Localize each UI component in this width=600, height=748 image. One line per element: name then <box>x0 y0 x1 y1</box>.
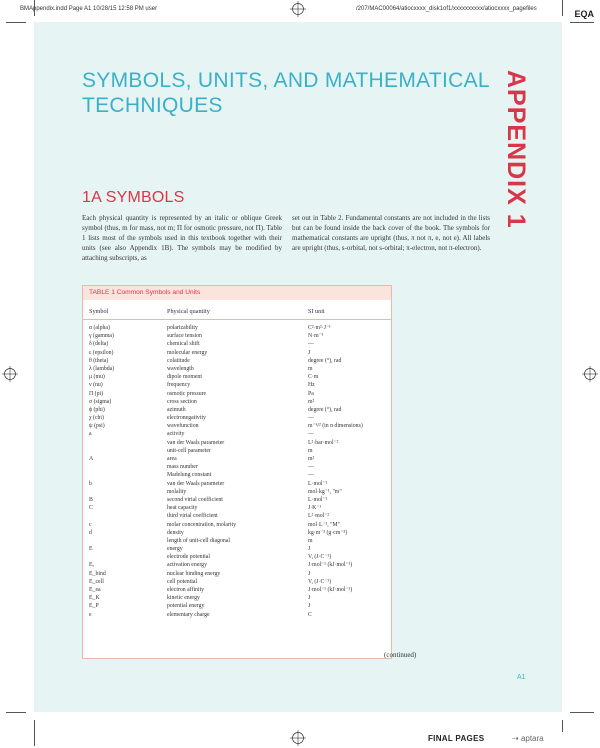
cell-symbol: C <box>89 505 93 512</box>
cell-quantity: elementary charge <box>167 611 210 618</box>
table-row <box>83 414 391 422</box>
cell-symbol: A <box>89 456 94 462</box>
table-row <box>83 463 391 471</box>
cell-quantity: kinetic energy <box>167 595 200 602</box>
cell-unit: J <box>308 570 311 577</box>
cell-unit: N·m⁻¹ <box>308 333 324 340</box>
print-slug-right: /207/MAC00064/atiocxxxx_disk1of1/xxxxxxxxxx/atiocxxxx_pagefiles <box>356 6 537 12</box>
cell-quantity: molecular energy <box>167 349 208 356</box>
table-row <box>83 365 391 373</box>
cell-unit: J <box>308 603 311 610</box>
cell-quantity: surface tension <box>167 333 202 340</box>
registration-mark-right-icon <box>582 366 598 382</box>
cell-quantity: electron affinity <box>167 587 205 593</box>
table-row <box>83 324 391 332</box>
column-header-unit: SI unit <box>308 308 325 315</box>
cell-unit: degree (°), rad <box>308 406 342 413</box>
cell-unit: J·mol⁻¹ (kJ·mol⁻¹) <box>308 562 353 569</box>
cell-symbol: b <box>89 480 92 487</box>
cell-symbol: E_cell <box>89 578 104 585</box>
table-body <box>83 324 391 619</box>
cell-unit: C·m <box>308 374 319 381</box>
cell-unit: — <box>308 464 314 471</box>
cell-quantity: molality <box>167 488 187 495</box>
cell-symbol: ε (epsilon) <box>89 349 114 356</box>
cell-unit: J·K⁻¹ <box>308 505 322 512</box>
cell-unit: — <box>308 341 314 348</box>
cell-unit: Pa <box>308 390 314 397</box>
cell-quantity: nuclear binding energy <box>167 570 221 577</box>
cell-symbol: d <box>89 529 92 536</box>
cell-quantity: electronegativity <box>167 415 206 422</box>
table-row <box>83 447 391 455</box>
table-row <box>83 406 391 414</box>
table-row <box>83 349 391 357</box>
cell-unit: — <box>308 431 314 438</box>
cell-unit: m <box>308 537 313 544</box>
cell-quantity: density <box>167 529 184 536</box>
cell-unit: J <box>308 349 311 356</box>
table-row <box>83 545 391 553</box>
cell-symbol: E <box>89 546 93 553</box>
print-slug-left: BMAppendix.indd Page A1 10/28/15 12:58 PM user <box>20 6 158 12</box>
symbols-table <box>82 285 392 659</box>
cell-unit: J·mol⁻¹ (kJ·mol⁻¹) <box>308 587 353 593</box>
cell-symbol: E_ea <box>89 587 101 593</box>
cell-quantity: activity <box>167 431 185 438</box>
table-row <box>83 602 391 610</box>
cell-symbol: λ (lambda) <box>89 365 115 372</box>
table-row <box>83 578 391 586</box>
table-row <box>83 504 391 512</box>
page-title: SYMBOLS, UNITS, AND MATHEMATICAL TECHNIQUES <box>82 69 490 117</box>
cell-unit: L²·bar·mol⁻² <box>308 439 339 446</box>
cell-unit: m² <box>308 398 315 405</box>
cell-symbol: ψ (psi) <box>89 423 105 430</box>
column-header-symbol: Symbol <box>89 308 109 315</box>
table-row <box>83 529 391 537</box>
table-row <box>83 553 391 561</box>
crop-mark-top-right-v <box>562 0 563 16</box>
cell-unit: m <box>308 447 313 454</box>
cell-symbol: μ (mu) <box>89 374 105 381</box>
crop-mark-top-left-v <box>34 0 35 16</box>
cell-unit: — <box>308 472 314 479</box>
cell-unit: m <box>308 365 313 372</box>
cell-quantity: frequency <box>167 382 191 389</box>
cell-quantity: third virial coefficient <box>167 513 218 520</box>
registration-mark-top-icon <box>290 1 306 17</box>
cell-quantity: length of unit-cell diagonal <box>167 537 230 544</box>
table-row <box>83 496 391 504</box>
cell-unit: kg·m⁻³ (g·cm⁻³) <box>308 529 348 536</box>
cell-symbol: χ (chi) <box>89 415 104 422</box>
cell-symbol: ϕ (phi) <box>89 406 105 413</box>
cell-unit: degree (°), rad <box>308 357 342 364</box>
cell-symbol: a <box>89 431 92 438</box>
table-row <box>83 340 391 348</box>
cell-unit: mol·L⁻¹, "M" <box>308 521 341 528</box>
cell-quantity: van der Waals parameter <box>167 480 225 487</box>
cell-quantity: chemical shift <box>167 341 200 348</box>
crop-mark-bottom-left-h <box>6 712 26 713</box>
table-row <box>83 537 391 545</box>
cell-unit: J <box>308 595 311 602</box>
table-row <box>83 439 391 447</box>
crop-mark-bottom-right-v <box>562 720 563 732</box>
cell-quantity: colatitude <box>167 357 190 364</box>
cell-quantity: cross section <box>167 398 197 405</box>
table-row <box>83 430 391 438</box>
table-row <box>83 586 391 594</box>
cell-quantity: dipole moment <box>167 374 202 381</box>
cell-symbol: E_bind <box>89 570 106 577</box>
cell-unit: L²·mol⁻² <box>308 513 330 520</box>
cell-symbol: θ (theta) <box>89 357 109 364</box>
intro-paragraph-left: Each physical quantity is represented by an italic or oblique Greek symbol (thus, m for mass, not m; Π for osmotic pressure, not Π). Table 1 lists most of the symbols used in this textbook together with their units (see also Appendix 1B). The symbols may be modified by attaching subscripts, as <box>82 214 282 262</box>
column-header-quantity: Physical quantity <box>167 308 210 315</box>
cell-unit: L·mol⁻¹ <box>308 480 328 487</box>
cell-quantity: activation energy <box>167 562 207 569</box>
cell-quantity: molar concentration, molarity <box>167 521 237 528</box>
cell-unit: mol·kg⁻¹, "m" <box>308 488 342 495</box>
cell-quantity: area <box>167 456 177 462</box>
cell-symbol: B <box>89 496 93 503</box>
cell-quantity: polarizability <box>167 325 198 331</box>
table-row <box>83 488 391 496</box>
cell-quantity: heat capacity <box>167 505 198 512</box>
cell-quantity: cell potential <box>167 578 198 585</box>
cell-unit: L·mol⁻¹ <box>308 496 328 503</box>
cell-unit: V, (J·C⁻¹) <box>308 578 332 585</box>
cell-symbol: γ (gamma) <box>89 333 114 340</box>
table-row <box>83 381 391 389</box>
cell-quantity: wavefunction <box>167 423 199 430</box>
cell-symbol: α (alpha) <box>89 325 110 331</box>
cell-symbol: e <box>89 611 92 618</box>
cell-quantity: wavelength <box>167 365 194 372</box>
table-row <box>83 561 391 569</box>
cell-unit: — <box>308 415 314 422</box>
cell-quantity: van der Waals parameter <box>167 439 225 446</box>
page-number: A1 <box>517 674 526 681</box>
cell-symbol: δ (delta) <box>89 341 109 348</box>
table-row <box>83 332 391 340</box>
table-row <box>83 390 391 398</box>
table-row <box>83 455 391 463</box>
cell-quantity: osmotic pressure <box>167 390 207 397</box>
cell-symbol: σ (sigma) <box>89 398 112 405</box>
cell-unit: J <box>308 546 311 553</box>
cell-quantity: unit-cell parameter <box>167 447 211 454</box>
crop-mark-top-left-h <box>6 22 26 23</box>
table-row <box>83 512 391 520</box>
cell-symbol: c <box>89 521 92 528</box>
crop-mark-bottom-left-v <box>34 720 35 746</box>
table-row <box>83 398 391 406</box>
table-row <box>83 521 391 529</box>
section-title: 1A SYMBOLS <box>82 189 185 206</box>
continued-note: (continued) <box>384 651 417 659</box>
table-row <box>83 480 391 488</box>
cell-unit: Hz <box>308 382 315 389</box>
table-header-rule <box>83 319 391 320</box>
cell-unit: C <box>308 611 312 618</box>
table-row <box>83 373 391 381</box>
cell-quantity: energy <box>167 546 183 553</box>
cell-unit: m⁻ⁿ/² (in n dimensions) <box>308 423 363 430</box>
table-row <box>83 422 391 430</box>
cell-quantity: Madelung constant <box>167 472 212 479</box>
cell-unit: m² <box>308 456 315 462</box>
crop-mark-bottom-right-h <box>570 712 594 713</box>
table-row <box>83 471 391 479</box>
table-row <box>83 357 391 365</box>
cell-symbol: Eₐ <box>89 562 95 569</box>
eqa-tag: EQA <box>574 9 594 19</box>
appendix-label: APPENDIX 1 <box>502 70 530 229</box>
crop-mark-top-right-h <box>570 22 594 23</box>
cell-quantity: second virial coefficient <box>167 496 223 503</box>
cell-unit: C²·m²·J⁻¹ <box>308 325 331 331</box>
cell-quantity: azimuth <box>167 406 186 413</box>
table-caption: TABLE 1 Common Symbols and Units <box>89 289 201 296</box>
aptara-logo <box>512 734 544 743</box>
cell-quantity: potential energy <box>167 603 205 610</box>
final-pages-label: FINAL PAGES <box>428 734 485 743</box>
aptara-arrow-icon: ⇢ <box>512 734 519 743</box>
cell-quantity: electrode potential <box>167 554 210 561</box>
table-row <box>83 570 391 578</box>
aptara-logo-text: aptara <box>520 734 544 743</box>
cell-unit: V, (J·C⁻¹) <box>308 554 332 561</box>
intro-paragraph-right: set out in Table 2. Fundamental constants are not included in the lists but can be found inside the back cover of the book. The symbols for mathematical constants are upright (thus, π not π, e, not e). All labels are upright (thus, s-orbital, not s-orbital; π-electron, not π-electron). <box>292 214 490 252</box>
cell-symbol: E_P <box>89 603 99 610</box>
registration-mark-bottom-icon <box>290 730 306 746</box>
cell-symbol: Π (pi) <box>89 390 104 397</box>
cell-symbol: E_K <box>89 595 100 602</box>
registration-mark-left-icon <box>2 366 18 382</box>
cell-symbol: ν (nu) <box>89 382 103 389</box>
cell-quantity: mass number <box>167 464 198 471</box>
table-row <box>83 594 391 602</box>
table-row <box>83 611 391 619</box>
